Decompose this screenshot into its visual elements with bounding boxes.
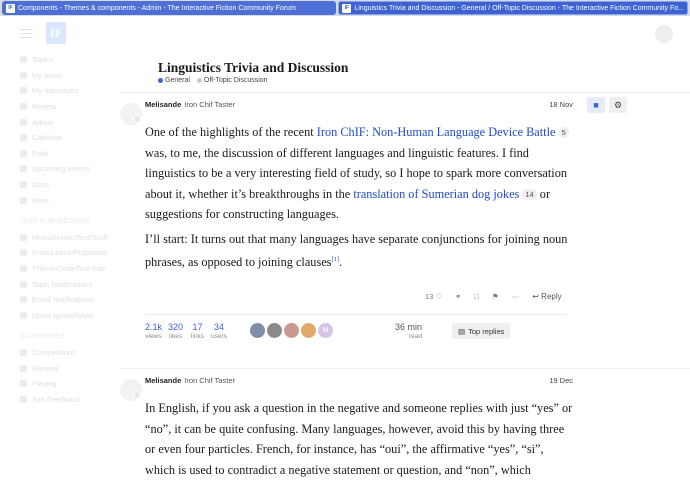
bookmark-icon[interactable]: □ (474, 292, 479, 301)
link-click-count: 5 (559, 127, 569, 138)
topic-categories (158, 77, 268, 84)
link-click-count: 14 (522, 189, 536, 200)
browser-tab-components[interactable] (2, 1, 336, 15)
sidebar-section-header[interactable]: TEST SUBSECTIONS (20, 218, 90, 226)
category-dot (197, 78, 202, 83)
stat-likes[interactable]: 320 likes (168, 322, 184, 340)
gear-icon[interactable]: ⚙ (609, 97, 627, 113)
sidebar-item-polls[interactable]: Polls (20, 146, 120, 162)
calendar-icon (20, 134, 27, 141)
sidebar-item-site-feedback[interactable]: Site Feedback (20, 391, 120, 407)
sidebar-item-my-posts[interactable]: My posts (20, 68, 120, 84)
copy-link-icon[interactable]: ⚭ (455, 292, 462, 301)
sidebar-item-competitions[interactable]: Competitions (20, 345, 120, 361)
more-icon (20, 197, 27, 204)
browser-tab-strip (0, 0, 690, 16)
post-paragraph: I’ll start: It turns out that many languages have separate conjunctions for joining noun phrases, as opposed to joining clauses[1]. (145, 232, 568, 269)
topic-map (145, 314, 567, 344)
sidebar-item-productions[interactable]: Productions/Proposals (20, 245, 120, 261)
sidebar-item-docs[interactable]: Docs (20, 177, 120, 193)
category-general[interactable]: General (158, 77, 190, 84)
participant-avatar[interactable] (250, 323, 265, 338)
layers-icon: ▤ (458, 326, 466, 336)
current-user-avatar[interactable] (655, 25, 673, 43)
square-icon (20, 281, 27, 288)
user-icon (20, 72, 27, 79)
square-icon (20, 265, 27, 272)
sidebar (0, 52, 120, 467)
author-title: Iron Chif Taster (184, 100, 235, 109)
site-logo[interactable]: IF (46, 22, 66, 44)
author-name[interactable]: Melisande (145, 376, 182, 385)
sidebar-item-upcoming-events[interactable]: Upcoming events (20, 161, 120, 177)
post-meta (145, 100, 235, 109)
sidebar-item-calendar[interactable]: Calendar (20, 130, 120, 146)
flag-icon[interactable]: ⚑ (492, 292, 499, 301)
square-icon (20, 365, 27, 372)
user-status-badge (133, 391, 141, 399)
sidebar-item-my-messages[interactable]: My messages (20, 83, 120, 99)
post-date[interactable]: 19 Dec (549, 376, 573, 385)
participant-avatar[interactable] (267, 323, 282, 338)
participant-avatar[interactable]: M (318, 323, 333, 338)
envelope-icon (20, 87, 27, 94)
stat-links[interactable]: 17 links (191, 322, 205, 340)
sidebar-item-more[interactable]: More (20, 192, 120, 208)
if-favicon-icon: IF (6, 4, 15, 13)
post-2 (120, 368, 690, 477)
sidebar-item-admin[interactable]: Admin (20, 114, 120, 130)
top-replies-button[interactable]: ▤ Top replies (452, 323, 510, 339)
heart-icon: ♡ (435, 292, 443, 301)
post-paragraph: One of the highlights of the recent Iron ChIF: Non-Human Language Device Battle 5 was, to me, the discussion of different languages and linguistic features. I find linguistics to be a very interesting field of study, so I hope to spark more conversation about it, whether it’s breakthroughs in the translation of Sumerian dog jokes 14 or suggestions for constructing languages. (145, 125, 567, 221)
post-actions (425, 292, 575, 301)
chart-icon (20, 150, 27, 157)
category-dot (158, 78, 163, 83)
link-iron-chif-battle[interactable]: Iron ChIF: Non-Human Language Device Battle (316, 125, 556, 139)
sidebar-item-topic-notifications[interactable]: Topic Notifications (20, 276, 120, 292)
sidebar-section-header[interactable]: CATEGORIES (20, 333, 66, 341)
author-name[interactable]: Melisande (145, 100, 182, 109)
sidebar-item-review[interactable]: Review (20, 99, 120, 115)
post-date[interactable]: 18 Nov (549, 100, 573, 109)
reply-arrow-icon: ↩ (532, 292, 539, 301)
participant-avatars (250, 323, 333, 338)
sidebar-item-general[interactable]: General (20, 360, 120, 376)
more-options-icon[interactable]: ⋯ (511, 292, 520, 301)
square-icon (20, 380, 27, 387)
admin-wrench-icon[interactable]: ■ (587, 97, 605, 113)
reply-button[interactable]: ↩ Reply (532, 292, 562, 301)
book-icon (20, 181, 27, 188)
sidebar-item-news[interactable]: News/Annoc/Test/Stuff (20, 230, 120, 246)
calendar-icon (20, 165, 27, 172)
hamburger-menu-icon[interactable] (20, 29, 32, 38)
wrench-icon (20, 119, 27, 126)
square-icon (20, 396, 27, 403)
topics-icon (20, 56, 27, 63)
link-sumerian-dog-jokes[interactable]: translation of Sumerian dog jokes (353, 186, 520, 201)
flag-icon (20, 103, 27, 110)
participant-avatar[interactable] (284, 323, 299, 338)
square-icon (20, 234, 27, 241)
read-time: 36 min read (395, 322, 423, 340)
square-icon (20, 249, 27, 256)
square-icon (20, 312, 27, 319)
post-paragraph: In English, if you ask a question in the negative and someone replies with just “yes” or “no”, it can be quite confusing. Many languages, however, avoid this by having three or even four particles. French, for instance, has “oui”, the affirmative “yes”, “si”, which is used to contradict a negative statement or question, and “non”, which (145, 401, 573, 477)
sidebar-item-playing[interactable]: Playing (20, 376, 120, 392)
participant-avatar[interactable] (301, 323, 316, 338)
stat-views[interactable]: 2.1k views (145, 322, 163, 340)
sidebar-item-email-notifications[interactable]: Email Notifications (20, 292, 120, 308)
sidebar-item-users-ignore[interactable]: Users Ignore/Mute (20, 308, 120, 324)
post-meta (145, 376, 235, 385)
topic-title[interactable]: Linguistics Trivia and Discussion (158, 60, 349, 75)
stat-users[interactable]: 34 users (211, 322, 227, 340)
browser-tab-linguistics[interactable] (338, 1, 688, 15)
post-1 (120, 92, 690, 347)
footnote-link[interactable]: [1] (331, 255, 340, 263)
forum-header (0, 16, 690, 52)
square-icon (20, 349, 27, 356)
like-button[interactable] (425, 292, 442, 301)
sidebar-item-theme-code[interactable]: Theme/CodeTest-Sub (20, 261, 120, 277)
tab-title: Components - Themes & components - Admin - The Interactive Fiction Community Forum (18, 4, 296, 12)
square-icon (20, 296, 27, 303)
tab-title: Linguistics Trivia and Discussion - General / Off-Topic Discussion - The Interactive Fiction Community Fo... (354, 4, 684, 12)
like-count: 13 (425, 292, 434, 301)
category-off-topic[interactable]: Off-Topic Discussion (197, 77, 268, 84)
author-title: Iron Chif Taster (184, 376, 235, 385)
user-status-badge (133, 115, 141, 123)
sidebar-item-topics[interactable]: Topics (20, 52, 120, 68)
if-favicon-icon: IF (342, 4, 351, 13)
